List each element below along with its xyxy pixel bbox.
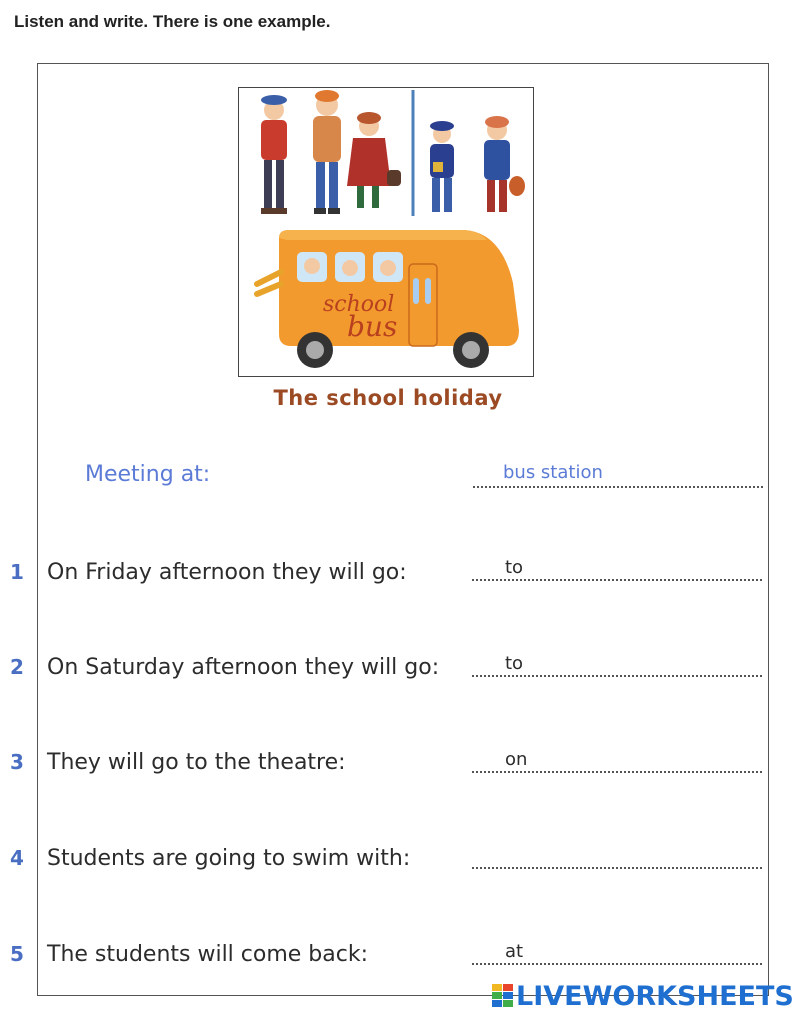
picture-caption: The school holiday xyxy=(273,386,503,410)
school-holiday-illustration xyxy=(239,88,534,377)
question-1-text: On Friday afternoon they will go: xyxy=(47,560,407,585)
kid-2-figure xyxy=(313,90,341,214)
liveworksheets-logo-icon xyxy=(492,982,514,1010)
answer-5-line xyxy=(472,963,762,965)
question-number-1: 1 xyxy=(10,560,24,584)
question-number-5: 5 xyxy=(10,942,24,966)
answer-2-field[interactable]: to xyxy=(505,653,524,674)
bus-text-school: school xyxy=(323,292,395,317)
answer-3-field[interactable]: on xyxy=(505,749,528,770)
example-question: Meeting at: xyxy=(85,462,211,487)
answer-1-line xyxy=(472,579,762,581)
instruction-text: Listen and write. There is one example. xyxy=(14,12,331,31)
question-number-3: 3 xyxy=(10,750,24,774)
question-number-4: 4 xyxy=(10,846,24,870)
liveworksheets-logo xyxy=(492,980,794,1012)
answer-1-field[interactable]: to xyxy=(505,557,524,578)
kid-5-figure xyxy=(484,116,525,212)
answer-4-line xyxy=(472,867,762,869)
school-bus-figure xyxy=(257,230,519,368)
liveworksheets-logo-text: LIVEWORKSHEETS xyxy=(516,980,794,1012)
example-answer: bus station xyxy=(503,462,603,483)
question-number-2: 2 xyxy=(10,655,24,679)
example-answer-line xyxy=(473,486,763,488)
bus-text-bus: bus xyxy=(347,310,398,343)
question-4-text: Students are going to swim with: xyxy=(47,846,411,871)
kid-1-figure xyxy=(261,95,287,214)
kid-4-figure xyxy=(430,121,454,212)
answer-5-field[interactable]: at xyxy=(505,941,524,962)
answer-3-line xyxy=(472,771,762,773)
question-5-text: The students will come back: xyxy=(47,942,368,967)
answer-2-line xyxy=(472,675,762,677)
school-holiday-picture xyxy=(238,87,534,377)
question-2-text: On Saturday afternoon they will go: xyxy=(47,655,440,680)
kid-3-figure xyxy=(347,112,401,208)
question-3-text: They will go to the theatre: xyxy=(47,750,346,775)
